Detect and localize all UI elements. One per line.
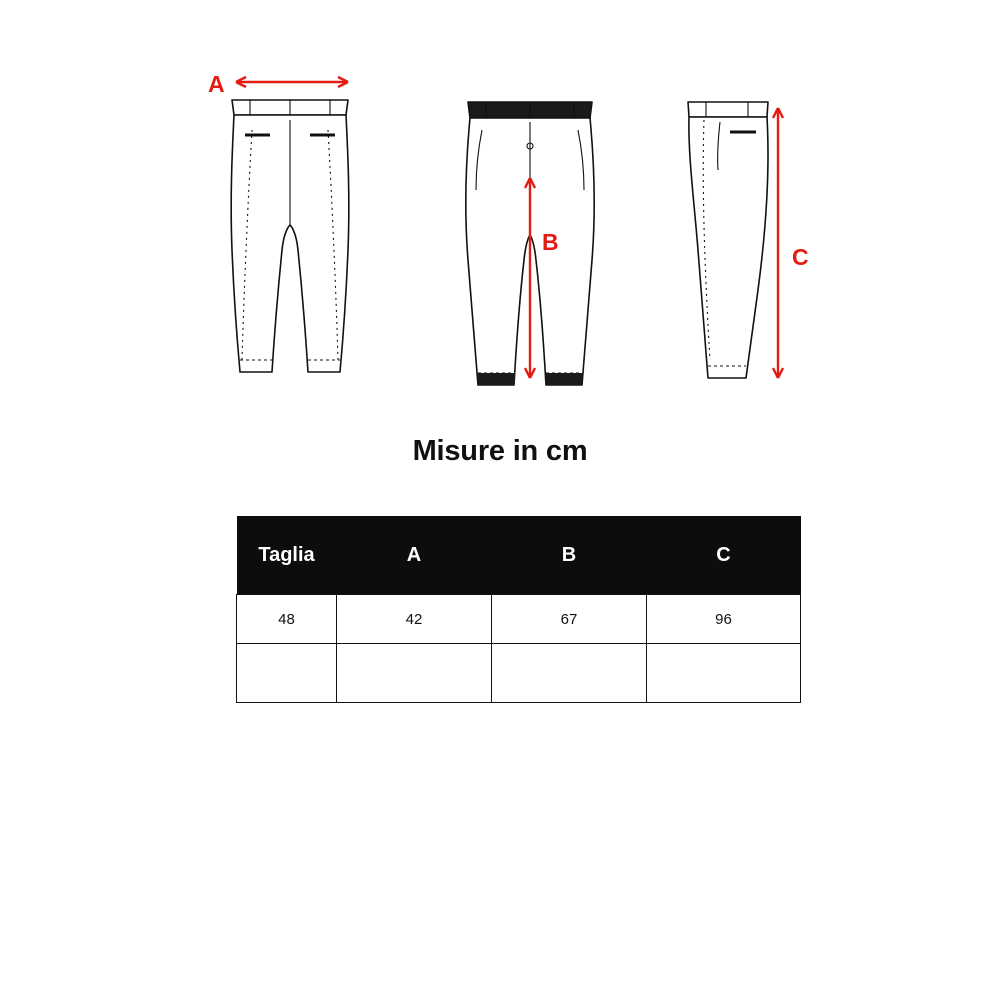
measure-a-label: A: [208, 71, 225, 97]
column-header-a: A: [337, 516, 492, 595]
cell-a: 42: [337, 595, 492, 644]
size-table-body: [237, 595, 801, 703]
column-header-c: C: [647, 516, 801, 595]
cell-size: 48: [237, 595, 337, 644]
measure-a-arrow: [236, 77, 348, 87]
table-header-row: [237, 516, 801, 595]
size-table: [236, 516, 801, 703]
waistband-side: [688, 102, 768, 117]
trousers-body-side: [689, 117, 768, 378]
column-header-b: B: [492, 516, 647, 595]
size-table-head: [237, 516, 801, 595]
trousers-side-view: [660, 60, 860, 390]
measurements-caption: Misure in cm: [412, 435, 588, 467]
trousers-back-view: [430, 60, 630, 390]
measure-b-label: B: [542, 229, 559, 255]
cell-c: [647, 644, 801, 703]
cell-b: 67: [492, 595, 647, 644]
cell-c: 96: [647, 595, 801, 644]
measure-c-arrow: [773, 108, 783, 378]
cell-b: [492, 644, 647, 703]
trousers-front-view: [190, 60, 390, 390]
measure-c-label: C: [792, 244, 809, 270]
size-table-wrapper: [236, 516, 800, 703]
trousers-diagrams: [0, 60, 1000, 410]
table-row: [237, 595, 801, 644]
column-header-taglia: Taglia: [237, 516, 337, 595]
table-row: [237, 644, 801, 703]
cell-size: [237, 644, 337, 703]
cell-a: [337, 644, 492, 703]
